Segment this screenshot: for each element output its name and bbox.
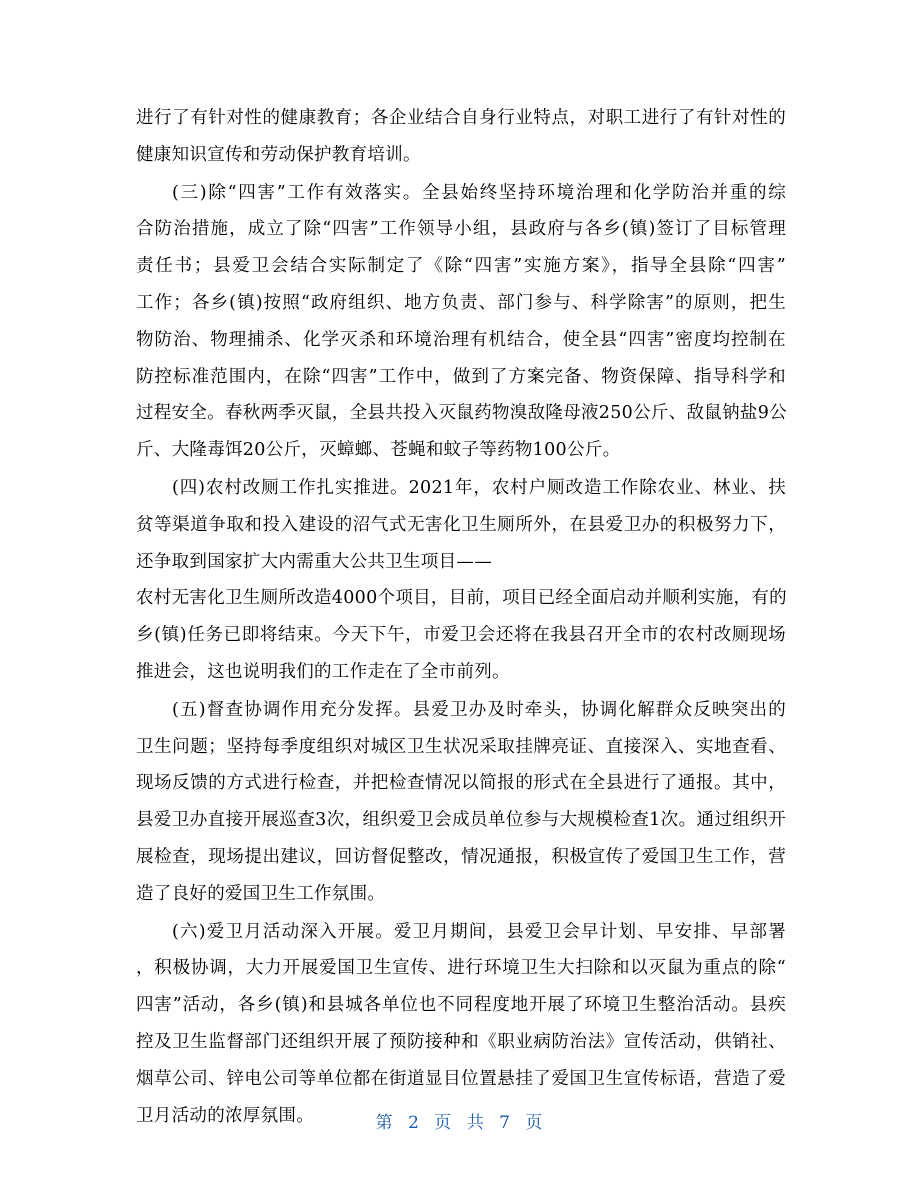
text-line: 县爱卫办直接开展巡查3次，组织爱卫会成员单位参与大规模检查1次。通过组织开: [136, 810, 786, 831]
text-line: 展检查，现场提出建议，回访督促整改，情况通报，积极宣传了爱国卫生工作，营: [136, 846, 786, 867]
text-line: 卫生问题；坚持每季度组织对城区卫生状况采取挂牌亮证、直接深入、实地查看、: [136, 736, 786, 757]
text-line: 推进会，这也说明我们的工作走在了全市前列。: [136, 661, 510, 682]
paragraph-supervision: [136, 692, 786, 913]
text-line: 四害”活动，各乡(镇)和县城各单位也不同程度地开展了环境卫生整治活动。县疾: [136, 995, 786, 1016]
text-line: 斤、大隆毒饵20公斤，灭蟑螂、苍蝇和蚊子等药物100公斤。: [136, 440, 621, 461]
text-line: 还争取到国家扩大内需重大公共卫生项目——: [136, 551, 492, 572]
text-line: 工作；各乡(镇)按照“政府组织、地方负责、部门参与、科学除害”的原则，把生: [136, 292, 786, 313]
text-line: 烟草公司、锌电公司等单位都在街道显目位置悬挂了爱国卫生宣传标语，营造了爱: [136, 1068, 786, 1089]
text-line: 控及卫生监督部门还组织开展了预防接种和《职业病防治法》宣传活动，供销社、: [136, 1031, 786, 1052]
paragraph-patriotic-health-month: [136, 914, 786, 1135]
text-line: (五)督查协调作用充分发挥。县爱卫办及时牵头，协调化解群众反映突出的: [172, 699, 786, 720]
document-body: [136, 100, 786, 1134]
text-line: 乡(镇)任务已即将结束。今天下午，市爱卫会还将在我县召开全市的农村改厕现场: [136, 625, 786, 646]
text-line: 贫等渠道争取和投入建设的沼气式无害化卫生厕所外，在县爱卫办的积极努力下，: [136, 514, 786, 535]
text-line: 进行了有针对性的健康教育；各企业结合自身行业特点，对职工进行了有针对性的: [136, 108, 786, 128]
text-line: 物防治、物理捕杀、化学灭杀和环境治理有机结合，使全县“四害”密度均控制在: [136, 329, 786, 350]
text-line: (三)除“四害”工作有效落实。全县始终坚持环境治理和化学防治并重的综: [172, 182, 786, 203]
text-line: 责任书；县爱卫会结合实际制定了《除“四害”实施方案》，指导全县除“四害”: [136, 256, 786, 277]
text-line: 农村无害化卫生厕所改造4000个项目，目前，项目已经全面启动并顺利实施，有的: [136, 588, 787, 609]
text-line: 健康知识宣传和劳动保护教育培训。: [136, 144, 421, 165]
text-line: 过程安全。春秋两季灭鼠，全县共投入灭鼠药物溴敌隆母液250公斤、敌鼠钠盐9公: [136, 403, 787, 424]
text-line: 现场反馈的方式进行检查，并把检查情况以简报的形式在全县进行了通报。其中，: [136, 773, 786, 794]
page-number-footer: 第 2 页 共 7 页: [375, 1113, 545, 1133]
text-line: (六)爱卫月活动深入开展。爱卫月期间，县爱卫会早计划、早安排、早部署: [172, 921, 786, 942]
text-line: 造了良好的爱国卫生工作氛围。: [136, 883, 386, 904]
text-line: 合防治措施，成立了除“四害”工作领导小组，县政府与各乡(镇)签订了目标管理: [136, 219, 786, 240]
text-line: ，积极协调，大力开展爱国卫生宣传、进行环境卫生大扫除和以灭鼠为重点的除“: [136, 958, 786, 979]
paragraph-health-education-continued: [136, 100, 786, 174]
paragraph-pest-control: [136, 175, 786, 469]
text-line: 卫月活动的浓厚氛围。: [136, 1105, 314, 1126]
paragraph-toilet-reform: [136, 470, 786, 691]
text-line: (四)农村改厕工作扎实推进。2021年，农村户厕改造工作除农业、林业、扶: [172, 477, 786, 498]
text-line: 防控标准范围内，在除“四害”工作中，做到了方案完备、物资保障、指导科学和: [136, 366, 786, 387]
